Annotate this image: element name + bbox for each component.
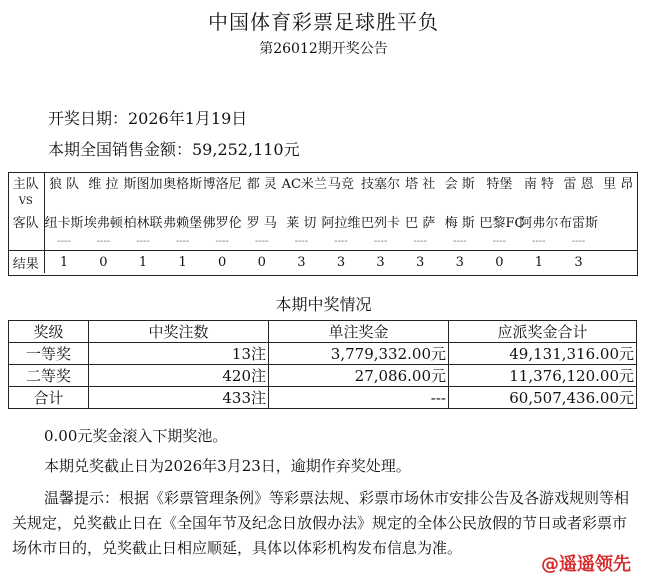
dash-divider: ---- <box>492 235 507 247</box>
away-team: 巴黎FC <box>479 215 525 231</box>
issue-subtitle: 第26012期开奖公告 <box>259 41 388 57</box>
match-table <box>8 172 638 273</box>
away-team: 巴 萨 <box>405 215 436 231</box>
away-team: 柏林联 <box>123 215 163 231</box>
dash-divider: ---- <box>452 235 467 247</box>
prize-total: 49,131,316.00元 <box>449 343 637 365</box>
vs-divider <box>559 192 599 210</box>
home-team: 特堡 <box>486 176 513 192</box>
match-result: 1 <box>519 251 559 274</box>
prize-total: 11,376,120.00元 <box>449 365 637 387</box>
match-result: 0 <box>242 251 282 274</box>
match-result: 3 <box>361 251 401 274</box>
away-team: 梅 斯 <box>444 215 475 231</box>
dash-divider: ---- <box>136 235 150 247</box>
dash-divider: ---- <box>532 235 546 247</box>
row-label <box>8 232 44 251</box>
prize-level: 二等奖 <box>9 365 89 387</box>
match-result: 1 <box>123 251 163 274</box>
home-team: 技塞尔 <box>361 176 401 192</box>
home-team: 奥格斯 <box>163 176 203 192</box>
home-team: 狼 队 <box>48 176 80 192</box>
away-team: 埃弗顿 <box>83 215 123 231</box>
home-team: 雷 恩 <box>563 176 594 192</box>
dash-divider: ---- <box>413 235 427 247</box>
dash-divider: ---- <box>255 235 269 247</box>
away-team: 纽卡斯 <box>44 215 84 231</box>
vs-divider <box>480 192 520 210</box>
vs-divider <box>598 192 638 210</box>
table-row <box>9 365 637 387</box>
prize-unit: --- <box>269 387 449 409</box>
home-team: 马竞 <box>327 176 354 192</box>
away-team-row <box>8 210 638 232</box>
vs-divider <box>519 192 559 210</box>
row-label: 客队 <box>8 210 44 232</box>
home-team: AC米兰 <box>281 176 327 192</box>
prize-count: 420注 <box>89 365 269 387</box>
prize-heading: 本期中奖情况 <box>275 295 372 314</box>
match-result <box>598 251 638 274</box>
away-team: 罗 马 <box>246 215 277 231</box>
match-result: 1 <box>163 251 203 274</box>
dash-divider: ---- <box>334 235 348 247</box>
vs-divider <box>321 192 361 210</box>
match-result: 3 <box>321 251 361 274</box>
prize-unit: 27,086.00元 <box>269 365 449 387</box>
draw-date: 开奖日期：2026年1月19日 <box>48 109 248 128</box>
home-team: 南 特 <box>523 176 554 192</box>
vs-row <box>8 192 638 210</box>
dash-divider: ---- <box>96 235 111 247</box>
home-team: 维 拉 <box>88 176 119 192</box>
col-level: 奖级 <box>9 321 89 343</box>
prize-count: 13注 <box>89 343 269 365</box>
vs-divider <box>44 192 84 210</box>
vs-divider <box>361 192 401 210</box>
match-result: 1 <box>44 251 84 274</box>
col-unit-prize: 单注奖金 <box>269 321 449 343</box>
vs-divider <box>400 192 440 210</box>
watermark: @遥遥领先 <box>539 550 633 576</box>
home-team-row <box>8 172 638 192</box>
vs-divider <box>282 192 322 210</box>
dash-row <box>8 232 638 251</box>
sales-amount: 本期全国销售金额：59,252,110元 <box>48 140 300 159</box>
away-team: 弗赖堡 <box>163 215 203 231</box>
dash-divider: ---- <box>57 235 71 247</box>
home-team: 斯图加 <box>123 176 163 192</box>
prize-total: 60,507,436.00元 <box>449 387 637 409</box>
away-team <box>598 210 638 232</box>
row-label: VS <box>8 192 44 210</box>
dash-divider: ---- <box>175 235 190 247</box>
away-team: 巴列卡 <box>361 215 401 231</box>
home-team: 会 斯 <box>444 176 475 192</box>
prize-table <box>8 320 637 409</box>
away-team: 阿拉维 <box>321 215 361 231</box>
vs-divider <box>163 192 203 210</box>
rollover-note: 0.00元奖金滚入下期奖池。 <box>44 427 228 445</box>
prize-unit: 3,779,332.00元 <box>269 343 449 365</box>
match-result: 0 <box>480 251 520 274</box>
vs-divider <box>440 192 480 210</box>
match-result: 0 <box>202 251 242 274</box>
page-title: 中国体育彩票足球胜平负 <box>208 10 439 34</box>
vs-divider <box>202 192 242 210</box>
home-team: 都 灵 <box>246 176 277 192</box>
match-result: 3 <box>282 251 322 274</box>
row-label: 主队 <box>8 172 44 192</box>
home-team: 里 昂 <box>603 176 634 192</box>
vs-divider <box>242 192 282 210</box>
prize-count: 433注 <box>89 387 269 409</box>
col-count: 中奖注数 <box>89 321 269 343</box>
match-result: 3 <box>559 251 599 274</box>
prize-level: 一等奖 <box>9 343 89 365</box>
table-row <box>9 343 637 365</box>
dash-divider: ---- <box>215 235 229 247</box>
away-team: 莱 切 <box>286 215 317 231</box>
vs-divider <box>123 192 163 210</box>
col-total-prize: 应派奖金合计 <box>449 321 637 343</box>
away-team: 佛罗伦 <box>202 215 242 231</box>
prize-level: 合计 <box>9 387 89 409</box>
away-team: 布雷斯 <box>559 215 599 231</box>
result-row <box>8 251 638 274</box>
table-row <box>9 387 637 409</box>
dash-divider: ---- <box>373 235 388 247</box>
deadline-note: 本期兑奖截止日为2026年3月23日，逾期作弃奖处理。 <box>44 457 411 475</box>
home-team: 博洛尼 <box>202 176 242 192</box>
match-result: 3 <box>400 251 440 274</box>
dash-divider <box>598 232 638 251</box>
match-result: 3 <box>440 251 480 274</box>
dash-divider: ---- <box>294 235 309 247</box>
match-result: 0 <box>84 251 124 274</box>
prize-header-row <box>9 321 637 343</box>
away-team: 阿弗尔 <box>519 215 559 231</box>
dash-divider: ---- <box>571 235 586 247</box>
vs-divider <box>84 192 124 210</box>
reminder-notice: 温馨提示：根据《彩票管理条例》等彩票法规、彩票市场休市安排公告及各游戏规则等相关规定，兑奖截止日在《全国年节及纪念日放假办法》规定的全体公民放假的节日或者彩票市场休市日的，兑奖截止日相应顺延，具体以体彩机构发布信息为准。 <box>12 489 630 557</box>
home-team: 塔 社 <box>405 176 436 192</box>
row-label: 结果 <box>8 251 44 274</box>
